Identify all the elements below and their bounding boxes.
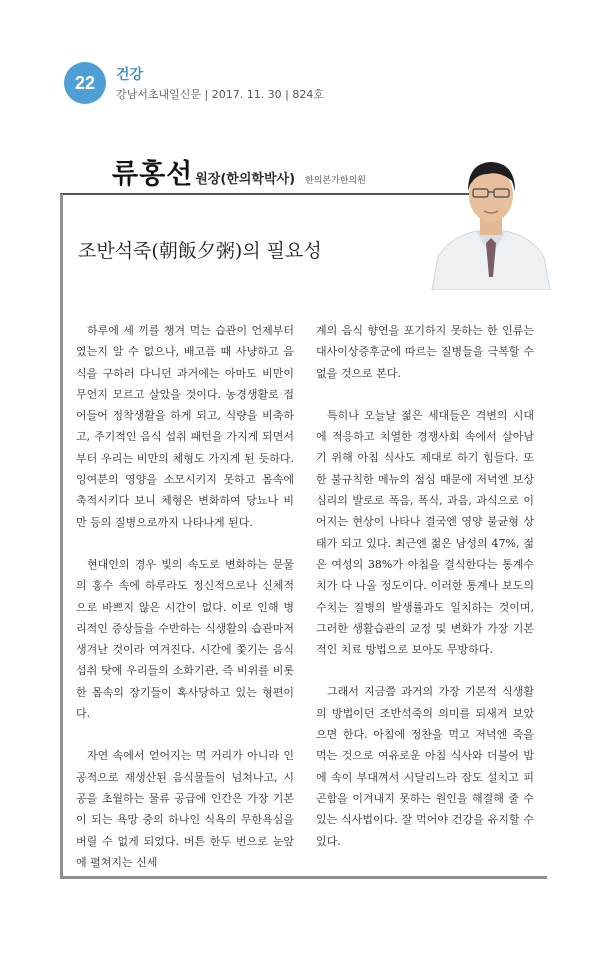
issue-info: 강남서초내일신문 | 2017. 11. 30 | 824호 xyxy=(116,88,325,101)
paragraph: 현대인의 경우 빛의 속도로 변화하는 문물의 홍수 속에 하루라도 정신적으로나 신체적으로 바쁘지 않은 시간이 없다. 이로 인해 병리적인 증상들을 수반하는 식생활의 습관마저 생겨난 것이라 여겨진다. 시간에 쫓기는 음식 섭취 탓에 우리들의 소화기관, 즉 비위를 비롯한 몸속의 장기들이 혹사당하고 있는 형편이다. xyxy=(76,557,294,721)
author-photo xyxy=(430,145,552,290)
author-name: 류홍선 xyxy=(112,159,194,190)
article-title: 조반석죽(朝飯夕粥)의 필요성 xyxy=(78,240,322,262)
paragraph: 특히나 오늘날 젊은 세대들은 격변의 시대에 적응하고 치열한 경쟁사회 속에서 살아남기 위해 아침 식사도 제대로 하기 힘들다. 또한 불규칙한 메뉴의 점심 때문에 저녁엔 보상심리의 발로로 폭음, 폭식, 과음, 과식으로 이어지는 현상이 나타나 결국엔 영양 불균형 상태가 되고 있다. 최근엔 젊은 남성의 47%, 젊은 여성의 38%가 아침을 결식한다는 통계수치가 다 나올 정도이다. 이러한 통계나 보도의 수치는 질병의 발생률과도 일치하는 것이며, 그러한 생활습관의 교정 및 변화가 가장 기본적인 치료 방법으로 보아도 무방하다. xyxy=(316,408,534,657)
paragraph: 그래서 지금쯤 과거의 가장 기본적 식생활의 방법이던 조반석죽의 의미를 되새겨 보았으면 한다. 아침에 정찬을 먹고 저녁엔 죽을 먹는 것으로 여유로운 아침 식사와 더불어 밤에 속이 부대껴서 시달리느라 잠도 설치고 피곤함을 이겨내지 못하는 원인을 해결해 줄 수 있는 식사법이다. 잘 먹어야 건강을 유지할 수 있다. xyxy=(316,685,534,848)
article-column-left xyxy=(76,320,294,894)
author-byline xyxy=(112,152,366,191)
author-clinic: 한의본가한의원 xyxy=(305,176,366,186)
author-title: 원장(한의학박사) xyxy=(195,172,296,187)
paragraph: 계의 음식 향연을 포기하지 못하는 한 인류는 대사이상증후군에 따르는 질병들을 극복할 수 없을 것으로 본다. xyxy=(316,324,534,380)
paragraph: 자연 속에서 얻어지는 먹 거리가 아니라 인공적으로 재생산된 음식물들이 넘쳐나고, 시공을 초월하는 물류 공급에 인간은 가장 기본이 되는 욕망 중의 하나인 식욕의 무한욕심을 버릴 수 없게 되었다. 버튼 한두 번으로 눈앞에 펼쳐지는 신세 xyxy=(76,749,294,869)
section-title: 건강 xyxy=(116,67,144,83)
article-column-right xyxy=(316,320,534,873)
page-number-badge: 22 xyxy=(64,62,106,104)
paragraph: 하루에 세 끼를 챙겨 먹는 습관이 언제부터였는지 알 수 없으나, 배고픔 때 사냥하고 음식을 구하러 다니던 과거에는 아마도 비만이 무언지 모르고 살았을 것이다. 농경생활로 접어들어 정착생활을 하게 되고, 식량을 비축하고, 주기적인 음식 섭취 패턴을 가지게 되면서부터 우리는 비만의 체형도 가지게 된 듯하다. 잉여분의 영양을 소모시키지 못하고 몸속에 축적시키다 보니 체형은 변화하여 당뇨나 비만 등의 질병으로까지 나타나게 된다. xyxy=(76,324,294,529)
